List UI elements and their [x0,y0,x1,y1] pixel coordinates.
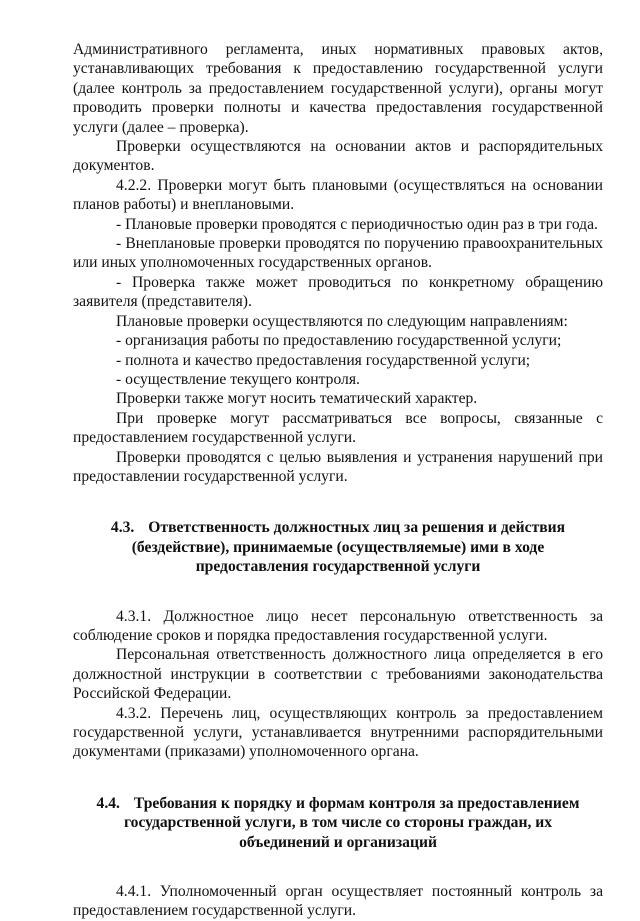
paragraph: Плановые проверки осуществляются по следующим направлениям: [116,312,568,330]
paragraph: Проверки проводятся с целью выявления и устранения нарушений при предоставлении государственной услуги. [73,448,603,485]
paragraph: Административного регламента, иных нормативных правовых актов, устанавливающих требования к предоставлению государственной услуги (далее контроль за предоставлением государственной услуги), органы могут проводить проверки полноты и качества предоставления государственной услуги (далее – проверка). [73,41,603,136]
section-number: 4.4. [96,794,120,812]
list-item: - организация работы по предоставлению государственной услуги; [116,332,562,350]
paragraph: 4.2.2. Проверки могут быть плановыми (осуществляться на основании планов работы) и внеплановыми. [73,176,603,214]
paragraph: Персональная ответственность должностного лица определяется в его должностной инструкции в соответствии с требованиями законодательства Российской Федерации. [73,646,603,703]
paragraph: - Плановые проверки проводятся с периодичностью один раз в три года. [116,215,598,233]
paragraph: 4.3.1. Должностное лицо несет персональную ответственность за соблюдение сроков и порядка предоставления государственной услуги. [73,607,603,644]
section-title: Требования к порядку и формам контроля за предоставлением государственной услуги, в том числе со стороны граждан, их объединений и организаций [123,794,580,851]
paragraph: - Внеплановые проверки проводятся по поручению правоохранительных или иных уполномоченных государственных органов. [73,235,603,272]
list-item: - полнота и качество предоставления государственной услуги; [116,351,531,369]
paragraph: Проверки осуществляются на основании актов и распорядительных документов. [73,138,603,175]
document-page [73,40,603,921]
section-heading [73,794,603,852]
list-item: - осуществление текущего контроля. [116,370,360,388]
section-number: 4.3. [110,519,135,537]
paragraph: Проверки также могут носить тематический характер. [116,390,478,408]
section-title: Ответственность должностных лиц за решения и действия (бездействие), принимаемые (осуществляемые) ими в ходе предоставления государственной услуги [131,519,566,576]
paragraph: 4.4.1. Уполномоченный орган осуществляет постоянный контроль за предоставлением государственной услуги. [73,883,603,920]
paragraph: При проверке могут рассматриваться все вопросы, связанные с предоставлением государственной услуги. [73,409,603,447]
paragraph: 4.3.2. Перечень лиц, осуществляющих контроль за предоставлением государственной услуги, устанавливается внутренними распорядительными документами (приказами) уполномоченного органа. [73,704,603,761]
paragraph: - Проверка также может проводиться по конкретному обращению заявителя (представителя). [73,273,603,311]
section-heading [73,518,603,576]
